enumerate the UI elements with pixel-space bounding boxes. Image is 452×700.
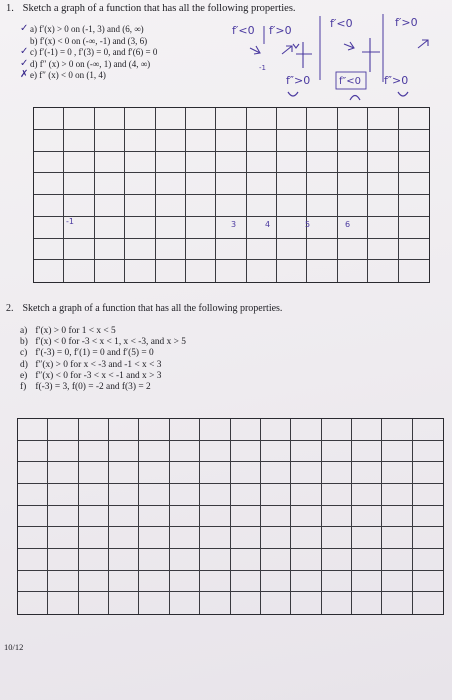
grid-cell[interactable] (231, 484, 261, 506)
grid-cell[interactable] (413, 527, 443, 549)
grid-cell[interactable] (307, 217, 337, 239)
grid-cell[interactable] (247, 108, 277, 130)
grid-cell[interactable] (307, 173, 337, 195)
grid-cell[interactable] (170, 484, 200, 506)
grid-cell[interactable] (109, 549, 139, 571)
grid-cell[interactable] (109, 506, 139, 528)
grid-cell[interactable] (231, 419, 261, 441)
grid-cell[interactable] (95, 130, 125, 152)
grid-cell[interactable] (186, 217, 216, 239)
grid-cell[interactable] (48, 441, 78, 463)
grid-cell[interactable] (170, 462, 200, 484)
grid-cell[interactable] (382, 506, 412, 528)
grid-cell[interactable] (64, 195, 94, 217)
grid-cell[interactable] (322, 571, 352, 593)
grid-cell[interactable] (170, 441, 200, 463)
grid-cell[interactable] (368, 239, 398, 261)
grid-cell[interactable] (277, 152, 307, 174)
grid-cell[interactable] (368, 152, 398, 174)
property-2f: f) f(-3) = 3, f(0) = -2 and f(3) = 2 (20, 382, 151, 393)
grid-cell[interactable] (338, 217, 368, 239)
grid-cell[interactable] (48, 527, 78, 549)
grid-cell[interactable] (261, 549, 291, 571)
grid-cell[interactable] (34, 260, 64, 282)
grid-cell[interactable] (156, 260, 186, 282)
grid-cell[interactable] (125, 108, 155, 130)
axis-label-3: 3 (231, 220, 237, 229)
grid-cell[interactable] (338, 195, 368, 217)
cross-mark-icon (362, 38, 380, 72)
grid-cell[interactable] (79, 592, 109, 614)
note-minus-one: -1 (259, 64, 266, 72)
grid-cell[interactable] (277, 195, 307, 217)
grid-cell[interactable] (247, 239, 277, 261)
grid-cell[interactable] (34, 152, 64, 174)
grid-cell[interactable] (261, 484, 291, 506)
grid-cell[interactable] (368, 195, 398, 217)
grid-cell[interactable] (413, 571, 443, 593)
graph-grid-1[interactable] (33, 107, 430, 283)
grid-cell[interactable] (156, 217, 186, 239)
grid-cell[interactable] (368, 217, 398, 239)
problem-2-properties (20, 326, 186, 393)
grid-cell[interactable] (170, 506, 200, 528)
grid-cell[interactable] (216, 173, 246, 195)
grid-cell[interactable] (338, 108, 368, 130)
grid-cell[interactable] (352, 571, 382, 593)
grid-cell[interactable] (368, 130, 398, 152)
grid-cell[interactable] (291, 549, 321, 571)
grid-cell[interactable] (64, 152, 94, 174)
grid-cell[interactable] (200, 527, 230, 549)
problem-1-heading (6, 3, 296, 14)
grid-cell[interactable] (186, 173, 216, 195)
grid-cell[interactable] (322, 527, 352, 549)
note-fdoubleprime-pos-2: f″>0 (384, 74, 409, 87)
grid-cell[interactable] (382, 527, 412, 549)
grid-cell[interactable] (338, 260, 368, 282)
grid-cell[interactable] (322, 419, 352, 441)
grid-cell[interactable] (413, 419, 443, 441)
concave-up-icon (288, 92, 298, 96)
grid-cell[interactable] (79, 549, 109, 571)
grid-cell[interactable] (200, 441, 230, 463)
grid-cell[interactable] (48, 549, 78, 571)
grid-cell[interactable] (79, 571, 109, 593)
grid-cell[interactable] (261, 571, 291, 593)
grid-cell[interactable] (18, 527, 48, 549)
grid-cell[interactable] (291, 462, 321, 484)
grid-cell[interactable] (64, 130, 94, 152)
grid-cell[interactable] (156, 130, 186, 152)
grid-cell[interactable] (291, 506, 321, 528)
grid-cell[interactable] (216, 217, 246, 239)
grid-cell[interactable] (413, 462, 443, 484)
increasing-arrow-icon (282, 46, 292, 54)
grid-cell[interactable] (18, 592, 48, 614)
grid-cell[interactable] (139, 419, 169, 441)
property-2d: d) f″(x) > 0 for x < -3 and -1 < x < 3 (20, 359, 162, 370)
grid-cell[interactable] (18, 506, 48, 528)
grid-cell[interactable] (18, 484, 48, 506)
grid-cell[interactable] (125, 217, 155, 239)
grid-cell[interactable] (216, 195, 246, 217)
increasing-arrow-icon (418, 40, 428, 48)
grid-cell[interactable] (156, 239, 186, 261)
property-1b: b) f′(x) < 0 on (-∞, -1) and (3, 6) (30, 35, 148, 46)
grid-cell[interactable] (125, 195, 155, 217)
grid-cell[interactable] (307, 130, 337, 152)
grid-cell[interactable] (139, 462, 169, 484)
property-2c: c) f′(-3) = 0, f′(1) = 0 and f′(5) = 0 (20, 348, 154, 359)
grid-cell[interactable] (48, 462, 78, 484)
grid-cell[interactable] (79, 506, 109, 528)
grid-cell[interactable] (291, 441, 321, 463)
grid-cell[interactable] (125, 260, 155, 282)
grid-cell[interactable] (247, 130, 277, 152)
grid-cell[interactable] (125, 173, 155, 195)
decreasing-arrow-icon (250, 46, 260, 54)
grid-cell[interactable] (277, 173, 307, 195)
grid-cell[interactable] (34, 173, 64, 195)
grid-cell[interactable] (200, 462, 230, 484)
grid-cell[interactable] (95, 239, 125, 261)
grid-cell[interactable] (247, 152, 277, 174)
checkmark-icon: ✓ (20, 23, 29, 34)
grid-cell[interactable] (307, 152, 337, 174)
problem-2-title: Sketch a graph of a function that has all the following properties. (22, 303, 283, 314)
graph-grid-2[interactable] (17, 418, 444, 615)
grid-cell[interactable] (322, 592, 352, 614)
grid-cell[interactable] (277, 108, 307, 130)
grid-cell[interactable] (261, 527, 291, 549)
grid-cell[interactable] (64, 260, 94, 282)
grid-cell[interactable] (261, 441, 291, 463)
grid-cell[interactable] (231, 462, 261, 484)
grid-cell[interactable] (399, 152, 429, 174)
grid-cell[interactable] (231, 571, 261, 593)
grid-cell[interactable] (156, 195, 186, 217)
grid-cell[interactable] (247, 195, 277, 217)
grid-cell[interactable] (382, 419, 412, 441)
property-2a: a) f′(x) > 0 for 1 < x < 5 (20, 326, 116, 336)
grid-cell[interactable] (79, 441, 109, 463)
grid-cell[interactable] (125, 152, 155, 174)
grid-cell[interactable] (382, 571, 412, 593)
grid-cell[interactable] (109, 592, 139, 614)
grid-cell[interactable] (200, 506, 230, 528)
grid-cell[interactable] (139, 506, 169, 528)
grid-cell[interactable] (200, 549, 230, 571)
grid-cell[interactable] (64, 173, 94, 195)
grid-cell[interactable] (95, 108, 125, 130)
grid-cell[interactable] (95, 217, 125, 239)
grid-cell[interactable] (139, 441, 169, 463)
grid-cell[interactable] (352, 419, 382, 441)
grid-cell[interactable] (261, 462, 291, 484)
grid-cell[interactable] (125, 130, 155, 152)
grid-cell[interactable] (216, 130, 246, 152)
grid-cell[interactable] (125, 239, 155, 261)
grid-cell[interactable] (368, 108, 398, 130)
grid-cell[interactable] (277, 260, 307, 282)
grid-cell[interactable] (413, 506, 443, 528)
grid-cell[interactable] (261, 419, 291, 441)
grid-cell[interactable] (200, 419, 230, 441)
grid-cell[interactable] (186, 152, 216, 174)
grid-cell[interactable] (277, 217, 307, 239)
axis-label-4: 4 (265, 220, 271, 229)
grid-cell[interactable] (79, 462, 109, 484)
grid-cell[interactable] (18, 549, 48, 571)
grid-cell[interactable] (170, 549, 200, 571)
note-fprime-pos-2: f′>0 (395, 16, 418, 29)
grid-cell[interactable] (156, 152, 186, 174)
grid-cell[interactable] (382, 462, 412, 484)
property-2b: b) f′(x) < 0 for -3 < x < 1, x < -3, and x > 5 (20, 337, 186, 348)
problem-1-properties (20, 23, 158, 82)
grid-cell[interactable] (79, 484, 109, 506)
grid-cell[interactable] (352, 506, 382, 528)
grid-cell[interactable] (322, 441, 352, 463)
grid-cell[interactable] (109, 462, 139, 484)
problem-2-number: 2. (6, 303, 14, 314)
property-1e: ✗ e) f″ (x) < 0 on (1, 4) (20, 69, 106, 81)
checkmark-icon: ✓ (20, 46, 29, 58)
grid-cell[interactable] (216, 152, 246, 174)
grid-cell[interactable] (307, 260, 337, 282)
grid-cell[interactable] (231, 549, 261, 571)
grid-cell[interactable] (231, 441, 261, 463)
grid-cell[interactable] (216, 260, 246, 282)
axis-label-neg1: -1 (66, 217, 74, 226)
note-fprime-pos-1: f′>0 (269, 24, 292, 37)
grid-cell[interactable] (200, 592, 230, 614)
grid-cell[interactable] (261, 506, 291, 528)
grid-cell[interactable] (399, 217, 429, 239)
grid-cell[interactable] (413, 592, 443, 614)
grid-cell[interactable] (139, 484, 169, 506)
grid-cell[interactable] (216, 239, 246, 261)
grid-cell[interactable] (34, 195, 64, 217)
grid-cell[interactable] (139, 592, 169, 614)
grid-cell[interactable] (399, 260, 429, 282)
grid-cell[interactable] (382, 592, 412, 614)
property-1c: ✓ c) f′(-1) = 0 , f′(3) = 0, and f′(6) = 0 (20, 46, 158, 58)
grid-cell[interactable] (139, 571, 169, 593)
grid-cell[interactable] (352, 527, 382, 549)
grid-cell[interactable] (322, 506, 352, 528)
grid-cell[interactable] (18, 419, 48, 441)
grid-cell[interactable] (382, 484, 412, 506)
grid-cell[interactable] (186, 195, 216, 217)
grid-cell[interactable] (352, 484, 382, 506)
problem-1-number: 1. (6, 3, 14, 14)
problem-1-title: Sketch a graph of a function that has all the following properties. (22, 3, 296, 14)
grid-cell[interactable] (399, 130, 429, 152)
grid-cell[interactable] (322, 549, 352, 571)
grid-cell[interactable] (64, 108, 94, 130)
grid-cell[interactable] (352, 549, 382, 571)
grid-cell[interactable] (48, 571, 78, 593)
grid-cell[interactable] (170, 527, 200, 549)
grid-cell[interactable] (307, 195, 337, 217)
concave-down-icon (350, 96, 360, 101)
grid-cell[interactable] (95, 195, 125, 217)
grid-cell[interactable] (186, 108, 216, 130)
decreasing-arrow-icon (344, 42, 354, 50)
grid-cell[interactable] (109, 419, 139, 441)
grid-cell[interactable] (139, 549, 169, 571)
note-fdoubleprime-neg: f″<0 (339, 76, 361, 87)
grid-cell[interactable] (413, 549, 443, 571)
grid-cell[interactable] (48, 484, 78, 506)
grid-cell[interactable] (18, 462, 48, 484)
grid-cell[interactable] (277, 239, 307, 261)
grid-cell[interactable] (48, 419, 78, 441)
problem-2-heading (6, 303, 282, 314)
grid-cell[interactable] (186, 239, 216, 261)
grid-cell[interactable] (322, 484, 352, 506)
page-number: 10/12 (4, 642, 24, 652)
grid-cell[interactable] (291, 571, 321, 593)
grid-cell[interactable] (338, 239, 368, 261)
grid-cell[interactable] (231, 506, 261, 528)
grid-cell[interactable] (247, 217, 277, 239)
note-fdoubleprime-pos-1: f″>0 (286, 74, 311, 87)
grid-cell[interactable] (231, 592, 261, 614)
grid-cell[interactable] (399, 108, 429, 130)
grid-cell[interactable] (156, 173, 186, 195)
note-fprime-neg-2: f′<0 (330, 17, 353, 30)
grid-cell[interactable] (352, 441, 382, 463)
grid-cell[interactable] (95, 152, 125, 174)
grid-cell[interactable] (79, 527, 109, 549)
note-fprime-neg-1: f′<0 (232, 24, 255, 37)
grid-cell[interactable] (186, 260, 216, 282)
grid-cell[interactable] (34, 108, 64, 130)
property-1a: ✓ a) f′(x) > 0 on (-1, 3) and (6, ∞) (20, 23, 144, 34)
grid-cell[interactable] (109, 571, 139, 593)
grid-cell[interactable] (200, 484, 230, 506)
grid-cell[interactable] (338, 130, 368, 152)
checkmark-icon: ✓ (20, 57, 29, 69)
grid-cell[interactable] (247, 173, 277, 195)
grid-cell[interactable] (413, 441, 443, 463)
grid-cell[interactable] (34, 130, 64, 152)
boxed-note (336, 72, 366, 89)
grid-cell[interactable] (291, 484, 321, 506)
grid-cell[interactable] (352, 462, 382, 484)
small-v-icon (293, 44, 299, 48)
grid-cell[interactable] (170, 571, 200, 593)
grid-cell[interactable] (109, 527, 139, 549)
grid-cell[interactable] (291, 592, 321, 614)
grid-cell[interactable] (368, 260, 398, 282)
grid-cell[interactable] (109, 441, 139, 463)
grid-cell[interactable] (200, 571, 230, 593)
grid-cell[interactable] (338, 152, 368, 174)
grid-cell[interactable] (291, 527, 321, 549)
grid-cell[interactable] (399, 195, 429, 217)
grid-cell[interactable] (48, 592, 78, 614)
grid-cell[interactable] (413, 484, 443, 506)
grid-cell[interactable] (291, 419, 321, 441)
grid-cell[interactable] (382, 549, 412, 571)
grid-cell[interactable] (64, 217, 94, 239)
grid-cell[interactable] (109, 484, 139, 506)
grid-cell[interactable] (322, 462, 352, 484)
grid-cell[interactable] (216, 108, 246, 130)
grid-cell[interactable] (95, 260, 125, 282)
grid-cell[interactable] (382, 441, 412, 463)
grid-cell[interactable] (34, 239, 64, 261)
grid-cell[interactable] (399, 239, 429, 261)
grid-cell[interactable] (338, 173, 368, 195)
concave-up-icon (398, 92, 408, 96)
grid-cell[interactable] (307, 108, 337, 130)
grid-cell[interactable] (48, 506, 78, 528)
grid-cell[interactable] (247, 260, 277, 282)
grid-cell[interactable] (368, 173, 398, 195)
grid-cell[interactable] (18, 441, 48, 463)
grid-cell[interactable] (399, 173, 429, 195)
grid-cell[interactable] (18, 571, 48, 593)
grid-cell[interactable] (277, 130, 307, 152)
cross-icon: ✗ (20, 69, 29, 81)
grid-cell[interactable] (95, 173, 125, 195)
grid-cell[interactable] (79, 419, 109, 441)
property-2e: e) f″(x) < 0 for -3 < x < -1 and x > 3 (20, 370, 162, 381)
grid-cell[interactable] (139, 527, 169, 549)
grid-cell[interactable] (231, 527, 261, 549)
grid-cell[interactable] (156, 108, 186, 130)
grid-cell[interactable] (186, 130, 216, 152)
grid-cell[interactable] (170, 592, 200, 614)
axis-label-6: 6 (345, 220, 351, 229)
property-1d: ✓ d) f″ (x) > 0 on (-∞, 1) and (4, ∞) (20, 57, 151, 69)
grid-cell[interactable] (170, 419, 200, 441)
grid-cell[interactable] (261, 592, 291, 614)
grid-cell[interactable] (352, 592, 382, 614)
cross-mark-icon (296, 42, 312, 68)
grid-cell[interactable] (34, 217, 64, 239)
axis-label-5: 5 (305, 220, 311, 229)
grid-cell[interactable] (307, 239, 337, 261)
grid-cell[interactable] (64, 239, 94, 261)
